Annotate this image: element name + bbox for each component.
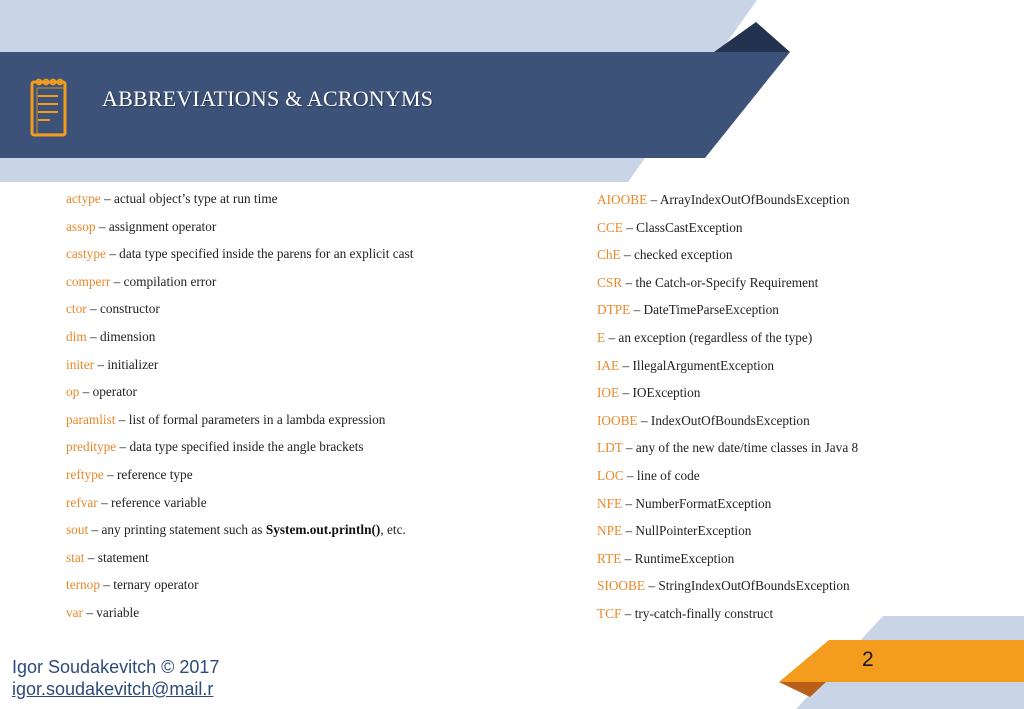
list-item: IOE – IOException <box>597 385 701 401</box>
list-item: sout – any printing statement such as System.out.println(), etc. <box>66 522 406 538</box>
list-item: NFE – NumberFormatException <box>597 495 772 511</box>
abbreviation-list-right <box>597 186 858 628</box>
list-item: IAE – IllegalArgumentException <box>597 357 774 373</box>
list-item: op – operator <box>66 384 137 400</box>
list-item: dim – dimension <box>66 328 156 344</box>
list-item: castype – data type specified inside the parens for an explicit cast <box>66 246 414 262</box>
list-item: NPE – NullPointerException <box>597 523 752 539</box>
list-item: DTPE – DateTimeParseException <box>597 302 779 318</box>
footer-author <box>12 656 227 700</box>
list-item: assop – assignment operator <box>66 218 217 234</box>
list-item: refvar – reference variable <box>66 494 207 510</box>
author-name: Igor Soudakevitch © 2017 <box>12 657 220 677</box>
notebook-icon <box>30 76 70 138</box>
list-item: stat – statement <box>66 549 149 565</box>
list-item: paramlist – list of formal parameters in a lambda expression <box>66 411 386 427</box>
list-item: ctor – constructor <box>66 301 160 317</box>
list-item: IOOBE – IndexOutOfBoundsException <box>597 412 810 428</box>
list-item: RTE – RuntimeException <box>597 550 735 566</box>
list-item: var – variable <box>66 604 140 620</box>
list-item: LDT – any of the new date/time classes in Java 8 <box>597 440 859 456</box>
code-snippet: System.out.println() <box>265 522 381 538</box>
list-item: E – an exception (regardless of the type) <box>597 329 813 345</box>
list-item: preditype – data type specified inside the angle brackets <box>66 439 364 455</box>
page-title: ABBREVIATIONS & ACRONYMS <box>102 86 434 111</box>
page-number: 2 <box>862 648 874 671</box>
list-item: SIOOBE – StringIndexOutOfBoundsException <box>597 578 850 594</box>
list-item: actype – actual object’s type at run time <box>66 191 278 206</box>
list-item: ternop – ternary operator <box>66 577 199 593</box>
list-item: ChE – checked exception <box>597 247 733 263</box>
list-item: comperr – compilation error <box>66 273 217 289</box>
list-item: TCF – try-catch-finally construct <box>597 605 774 621</box>
list-item: CCE – ClassCastException <box>597 219 743 235</box>
footer-orange-band <box>779 640 1024 682</box>
list-item: reftype – reference type <box>66 466 193 482</box>
list-item: AIOOBE – ArrayIndexOutOfBoundsException <box>597 192 850 207</box>
list-item: CSR – the Catch-or-Specify Requirement <box>597 274 819 290</box>
list-item: LOC – line of code <box>597 467 700 483</box>
abbreviation-list-left <box>66 185 413 627</box>
author-email-link[interactable]: igor.soudakevitch@mail.r <box>12 679 214 699</box>
list-item: initer – initializer <box>66 356 159 372</box>
